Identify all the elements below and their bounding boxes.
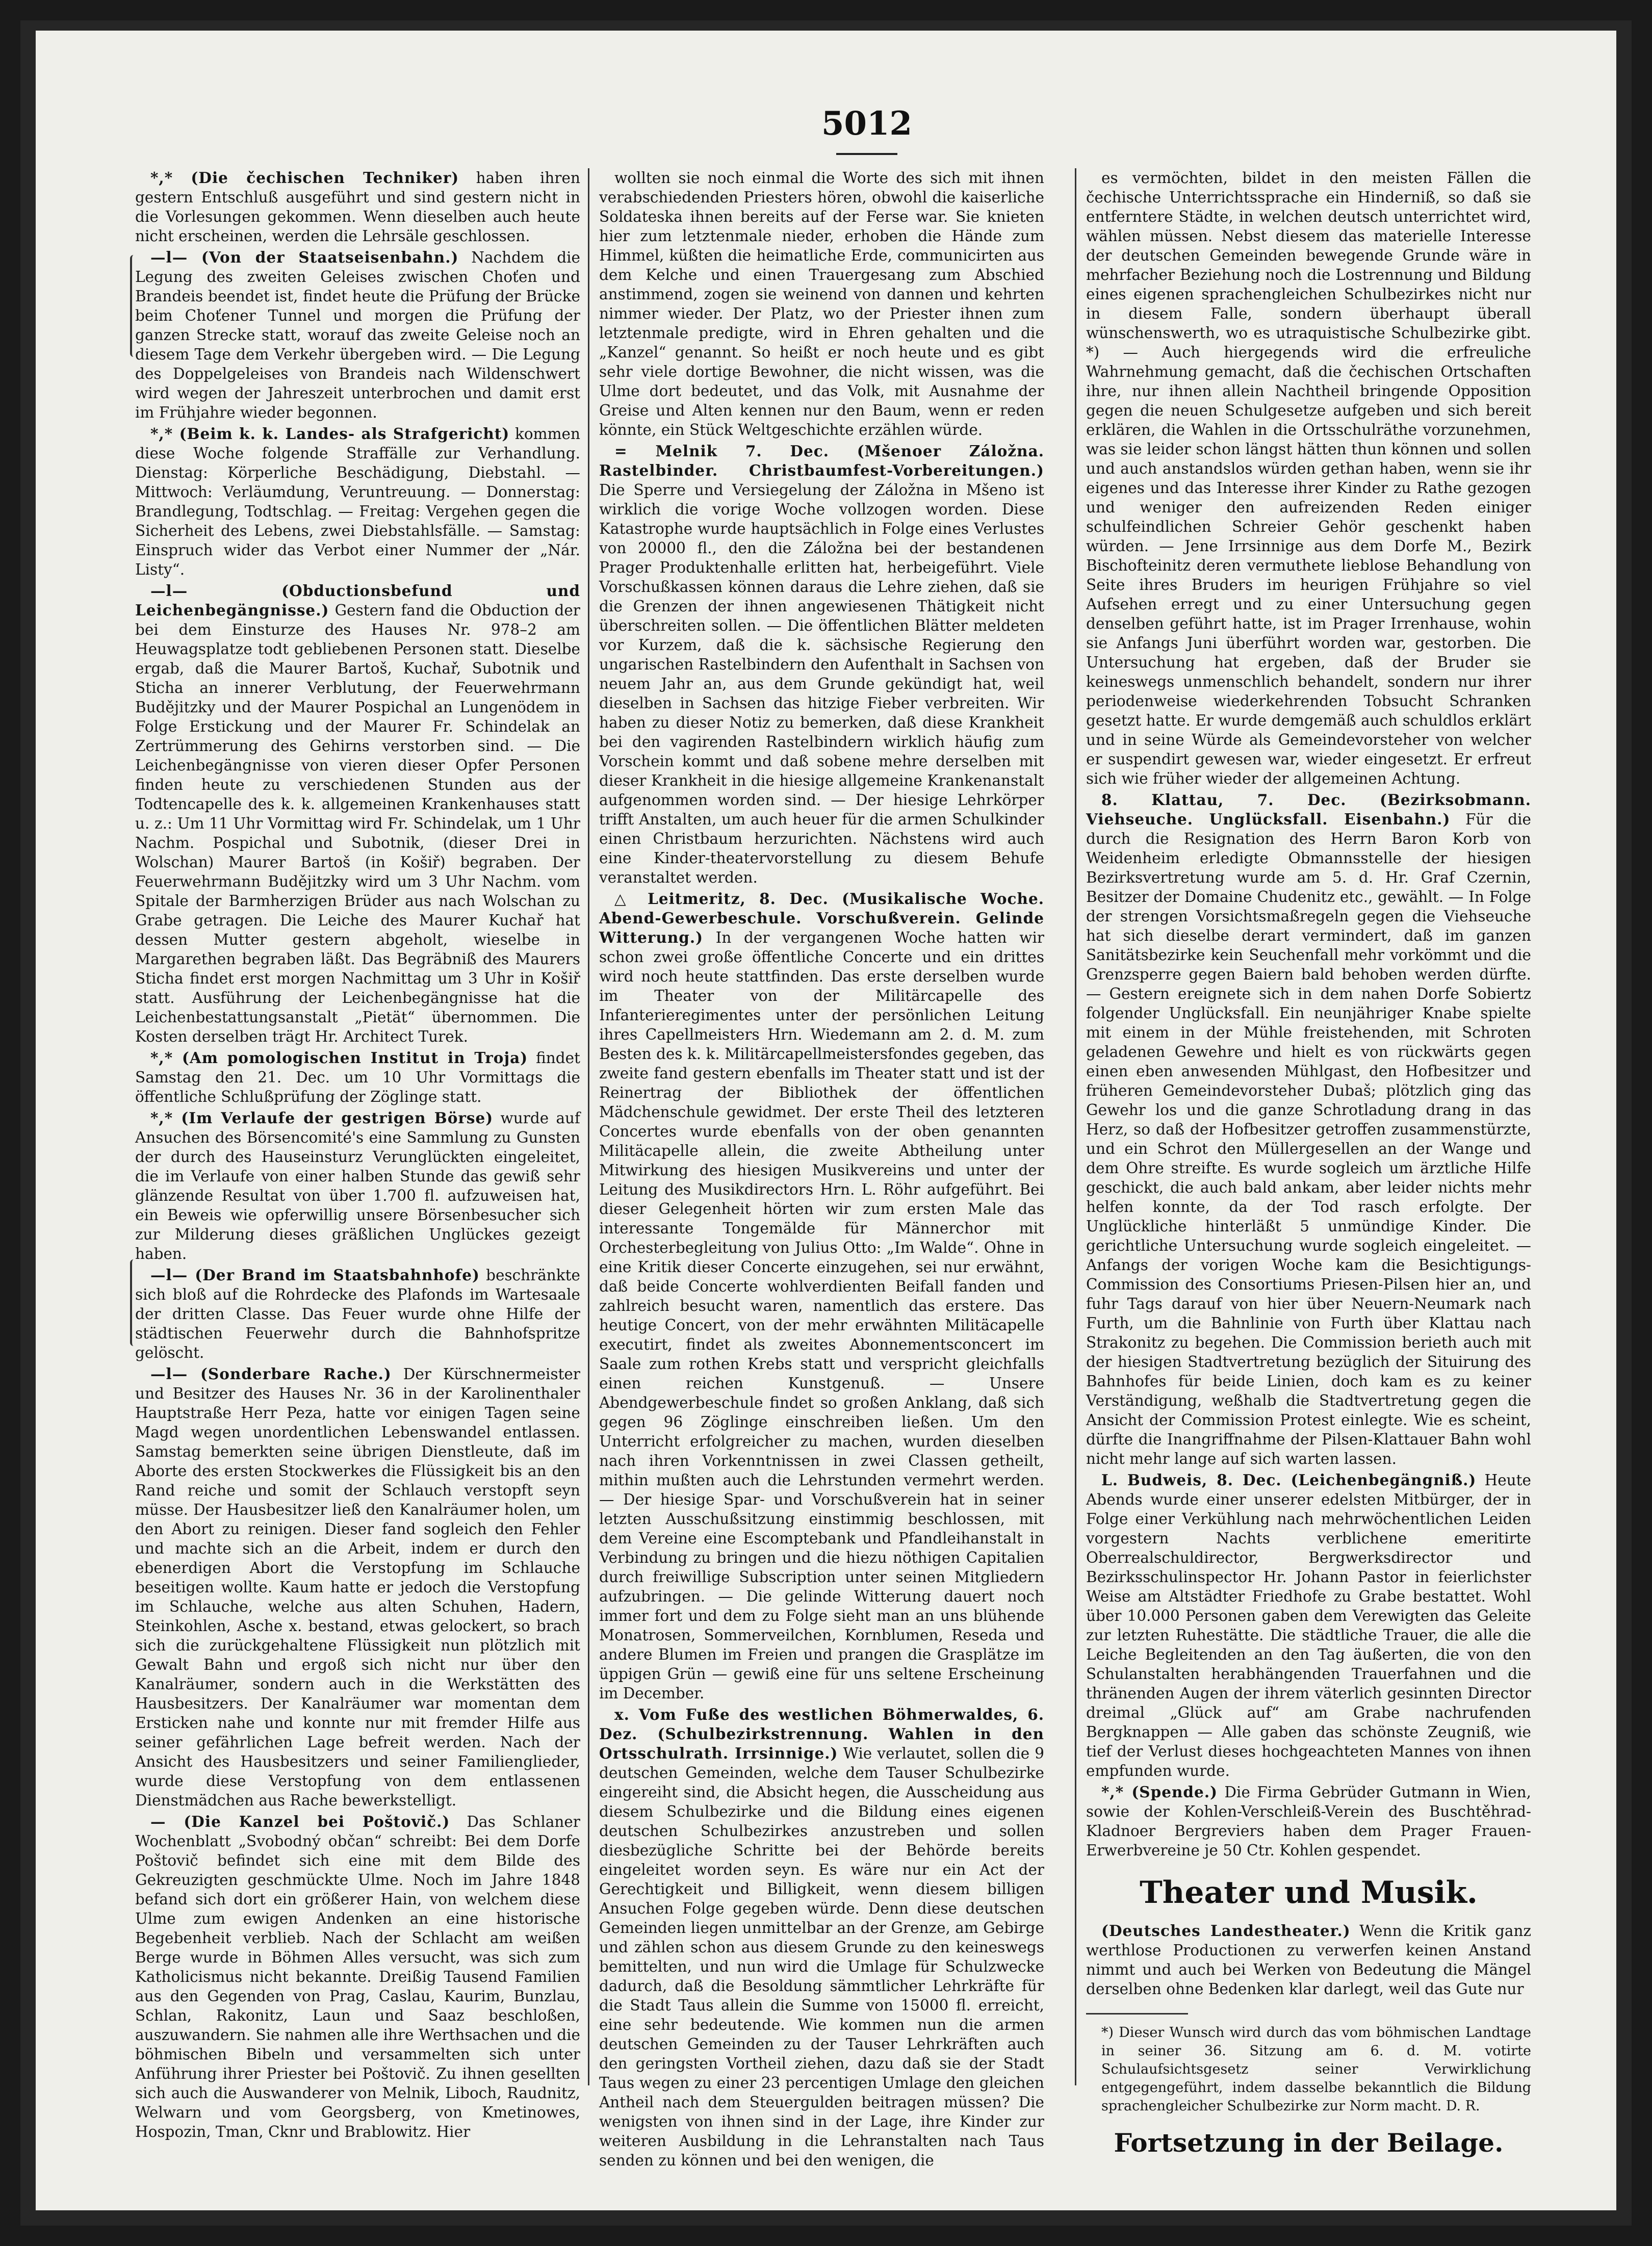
article [599, 442, 1044, 887]
article [599, 168, 1044, 440]
article-body: Der Kürschnermeister und Besitzer des Hauses Nr. 36 in der Karolinenthaler Hauptstraße Herr Peza, hatte vor einigen Tagen seine Magd wegen unordentlichen Lebenswandel entlassen. Samstag bemerkten seine übrigen Dienstleute, daß im Aborte des ersten Stockwerkes die Flüssigkeit bis an den Rand reiche und somit der Schlauch verstopft seyn müsse. Der Hausbesitzer ließ den Kanalräumer holen, um den Abort zu reinigen. Dieser fand sogleich den Fehler und machte sich an die Arbeit, indem er durch den ebenerdigen Abort die Verstopfung im Schlauche beseitigen wollte. Kaum hatte er jedoch die Verstopfung im Schlauche, welche aus alten Schuhen, Hadern, Steinkohlen, Asche x. bestand, etwas gelockert, so brach sich die zurückgehaltene Flüssigkeit nun plötzlich mit Gewalt Bahn und ergoß sich nicht nur über den Kanalräumer, sondern auch in die Werkstätten des Hausbesitzers. Der Kanalräumer war momentan dem Ersticken nahe und konnte nur mit fremder Hilfe aus seiner gefährlichen Lage befreit werden. Nach der Ansicht des Hausbesitzers und seiner Familienglieder, wurde diese Verstopfung von dem entlassenen Dienstmädchen aus Rache bewerkstelligt. [135, 1365, 580, 1809]
article [1086, 1470, 1531, 1780]
article [135, 1266, 580, 1362]
article-body: In der vergangenen Woche hatten wir schon zwei große öffentliche Concerte und ein drittes wird noch heute stattfinden. Das erste derselben wurde im Theater von der Militärcapelle des Infanterieregimentes unter der persönlichen Leitung ihres Capellmeisters Hrn. Wiedemann am 2. d. M. zum Besten des k. k. Militärcapellmeistersfondes gegeben, das zweite fand gestern ebenfalls im Theater statt und ist der Reinertrag der Bibliothek der öffentlichen Mädchenschule gewidmet. Der erste Theil des letzteren Concertes wurde ebenfalls von der oben genannten Militäcapelle allein, die zweite Abtheilung unter Mitwirkung des hiesigen Musikvereins und unter der Leitung des Musikdirectors Hrn. L. Röhr aufgeführt. Bei dieser Gelegenheit hörten wir zum ersten Male das interessante Tongemälde für Männerchor mit Orchesterbegleitung von Julius Otto: „Im Walde“. Ohne in eine Kritik dieser Concerte einzugehen, sei nur erwähnt, daß beide Concerte wohlverdienten Beifall fanden und zahlreich besucht waren, namentlich das erstere. Das heutige Concert, von der mehr erwähnten Militäcapelle executirt, findet als zweites Abonnementsconcert im Saale zum rothen Krebs statt und verspricht gleichfalls einen reichen Kunstgenuß. — Unsere Abendgewerbeschule findet so großen Anklang, daß sich gegen 96 Zöglinge einschreiben ließen. Um den Unterricht erfolgreicher zu machen, wurden dieselben nach ihren Vorkenntnissen in zwei Classen getheilt, mithin mußten auch die Lehrstunden vermehrt werden. — Der hiesige Spar- und Vorschußverein hat in seiner letzten Ausschußsitzung einstimmig beschlossen, mit dem Vereine eine Escomptebank und Pfandleihanstalt in Verbindung zu bringen und die hiezu nöthigen Capitalien durch freiwillige Subscription unter seinen Mitgliedern aufzubringen. — Die gelinde Witterung dauert noch immer fort und dem zu Folge sieht man an uns blühende Monatrosen, Sommerveilchen, Kornblumen, Reseda und andere Blumen im Freien und prangen die Grasplätze im üppigen Grün — gewiß eine für uns seltene Erscheinung im December. [599, 929, 1044, 1702]
column-right [1086, 168, 1531, 2158]
column-left [135, 168, 580, 2140]
page-number: 5012 [821, 105, 913, 143]
article [135, 1364, 580, 1810]
article-heading: x. Vom Fuße des westlichen Böhmerwaldes, 6. Dez. (Schulbezirkstrennung. Wahlen in den Ortsschulrath. Irrsinnige.) [599, 1706, 1044, 1762]
article-heading: *,* (Spende.) [1101, 1783, 1218, 1801]
article-heading: —l— (Sonderbare Rache.) [150, 1365, 392, 1383]
article-body: Für die durch die Resignation des Herrn Baron Korb von Weidenheim erledigte Obmannsstelle der hiesigen Bezirksvertretung wurde am 5. d. Hr. Graf Czernin, Besitzer der Domaine Chudenitz etc., gewählt. — In Folge der strengen Vorsichtsmaßregeln gegen die Viehseuche hat sich dieselbe derart vermindert, daß im ganzen Sanitätsbezirke kein Seuchenfall mehr vorkömmt und die Grenzsperre gegen Baiern bald behoben werden dürfte. — Gestern ereignete sich in dem nahen Dorfe Sobiertz folgender Unglücksfall. Ein neunjähriger Knabe spielte mit einem in der Mühle freistehenden, mit Schroten geladenen Gewehre und hielt es von rückwärts gegen einen eben anwesenden Mühlgast, den Hofbesitzer und früheren Gemeindevorsteher Dubaš; plötzlich ging das Gewehr los und die ganze Schrotladung drang in das Herz, so daß der Hofbesitzer getroffen zusammenstürzte, und ein Schrot den Müllergesellen an der Wange und dem Ohre streifte. Es wurde sogleich um ärztliche Hilfe geschickt, die auch bald ankam, aber leider nichts mehr helfen konnte, da der Tod rasch erfolgte. Der Unglückliche hinterläßt 5 unmündige Kinder. Die gerichtliche Untersuchung wurde sogleich eingeleitet. — Anfangs der vorigen Woche kam die Besichtigungs-Commission des Consortiums Priesen-Pilsen hier an, und fuhr Tags darauf von hier über Neuern-Neumark nach Furth, um die Bahnlinie von Furth über Klattau nach Strakonitz zu begehen. Die Commission berieth auch mit der hiesigen Stadtvertretung bezüglich der Situirung des Bahnhofes für beide Linien, doch kam es zu keiner Verständigung, weßhalb die Stadtvertretung gegen die Ansicht der Commission Protest einlegte. Wie es scheint, dürfte die Inangriffnahme der Pilsen-Klattauer Bahn wohl nicht mehr lange auf sich warten lassen. [1086, 811, 1531, 1467]
article-heading: L. Budweis, 8. Dec. (Leichenbegängniß.) [1101, 1471, 1477, 1489]
article-body: Nachdem die Legung des zweiten Geleises zwischen Choťen und Brandeis beendet ist, findet heute die Prüfung der Brücke beim Choťener Tunnel und morgen die Prüfung der ganzen Strecke statt, worauf das zweite Geleise noch an diesem Tage dem Verkehr übergeben wird. — Die Legung des Doppelgeleises von Brandeis nach Wildenschwert wird wegen der Jahreszeit unterbrochen und damit erst im Frühjahre wieder begonnen. [135, 249, 580, 421]
article-heading: —l— (Obductionsbefund und Leichenbegängnisse.) [135, 582, 580, 619]
column-middle [599, 168, 1045, 2169]
article-body: beschränkte sich bloß auf die Rohrdecke des Plafonds im Wartesaale der dritten Classe. Das Feuer wurde ohne Hilfe der städtischen Feuerwehr durch die Bahnhofspritze gelöscht. [135, 1267, 580, 1361]
article-heading: —l— (Der Brand im Staatsbahnhofe) [150, 1266, 480, 1284]
footnote-divider [1086, 2013, 1188, 2015]
article [1086, 790, 1531, 1468]
column-divider-left [588, 168, 589, 2085]
article-columns [135, 168, 1540, 2169]
article-heading: = Melnik 7. Dec. (Mšenoer Záložna. Rastelbinder. Christbaumfest-Vorbereitungen.) [599, 442, 1044, 479]
article-body: kommen diese Woche folgende Straffälle zur Verhandlung. Dienstag: Körperliche Beschädigung, Diebstahl. — Mittwoch: Verläumdung, Veruntreuung. — Donnerstag: Brandlegung, Todtschlag. — Freitag: Vergehen gegen die Sicherheit des Lebens, zwei Diebstahlsfälle. — Samstag: Einspruch wider das Verbot einer Nummer der „Nár. Listy“. [135, 425, 580, 578]
continuation-notice: Fortsetzung in der Beilage. [1114, 2128, 1504, 2158]
margin-mark [130, 255, 137, 357]
newspaper-page [20, 20, 1632, 2226]
article-heading: *,* (Im Verlaufe der gestrigen Börse) [150, 1109, 494, 1127]
article [1086, 168, 1531, 788]
article [135, 248, 580, 422]
article-body: Das Schlaner Wochenblatt „Svobodný občan“ schreibt: Bei dem Dorfe Poštovič befindet sich eine mit dem Bilde des Gekreuzigten geschmückte Ulme. Noch im Jahre 1848 befand sich dort ein größerer Hain, von welchem diese Ulme zum ewigen Andenken an eine historische Begebenheit verblieb. Nach der Schlacht am weißen Berge wurde in Böhmen Alles versucht, was sich zum Katholicismus nicht bekannte. Dreißig Tausend Familien aus den Gegenden von Prag, Caslau, Kaurim, Bunzlau, Schlan, Rakonitz, Laun und Saaz beschloßen, auszuwandern. Sie nahmen alle ihre Werthsachen und die böhmischen Bibeln und versammelten sich unter Anführung ihrer Priester bei Poštovič. Zu ihnen gesellten sich auch die Auswanderer von Melnik, Liboch, Raudnitz, Welwarn und vom Georgsberg, von Kmetinowes, Hospozin, Tman, Cknr und Brablowitz. Hier [135, 1813, 580, 2140]
article-body: findet Samstag den 21. Dec. um 10 Uhr Vormittags die öffentliche Schlußprüfung der Zöglinge statt. [135, 1049, 580, 1105]
article-heading: *,* (Am pomologischen Institut in Troja) [150, 1049, 528, 1067]
article [135, 1048, 580, 1106]
section-heading-theatre: Theater und Musik. [1140, 1875, 1478, 1911]
footnote: *) Dieser Wunsch wird durch das vom böhmischen Landtage in seiner 36. Sitzung am 6. d. M. votirte Schulaufsichtsgesetz seiner Verwirklichung entgegengeführt, indem dasselbe bekanntlich die Bildung sprachengleicher Schulbezirke zur Norm macht. D. R. [1101, 2025, 1531, 2114]
article-body: Die Sperre und Versiegelung der Záložna in Mšeno ist wirklich die vorige Woche vollzogen worden. Diese Katastrophe wurde hauptsächlich in Folge eines Verlustes von 20000 fl., den die Záložna bei der bestandenen Prager Produktenhalle erlitten hat, herbeigeführt. Viele Vorschußkassen können daraus die Lehre ziehen, daß sie die Grenzen der ihnen angewiesenen Thätigkeit nicht überschreiten sollen. — Die öffentlichen Blätter meldeten vor Kurzem, daß die k. sächsische Regierung den ungarischen Rastelbindern den Aufenthalt in Sachsen von neuem Jahr an, aus dem Grunde gekündigt hat, weil dieselben in Sachsen das hitzige Fieber verbreiten. Wir haben zu dieser Notiz zu bemerken, daß diese Krankheit bei den vagirenden Rastelbindern wirklich häufig zum Vorschein kommt und daß sobene mehre derselben mit dieser Krankheit in die hiesige allgemeine Krankenanstalt aufgenommen worden sind. — Der hiesige Lehrkörper trifft Anstalten, um auch heuer für die armen Schulkinder einen Christbaum herzurichten. Nächstens wird auch eine Kinder-theatervorstellung zu diesem Behufe veranstaltet werden. [599, 481, 1044, 886]
article [135, 168, 580, 246]
article-body: Heute Abends wurde einer unserer edelsten Mitbürger, der in Folge einer Verkühlung nach mehrwöchentlichen Leiden vorgestern Nachts verblichene emeritirte Oberrealschuldirector, Bergwerksdirector und Bezirksschulinspector Hr. Johann Pastor in feierlichster Weise am Altstädter Friedhofe zu Grabe bestattet. Wohl über 10.000 Personen gaben dem Verewigten das Geleite zur letzten Ruhestätte. Die städtliche Trauer, die alle die Leiche Begleitenden an den Tag äußerten, die von den Schulanstalten herabhängenden Trauerfahnen und die thränenden Augen der ihrem väterlich gesinnten Director dreimal „Glück auf“ am Grabe nachrufenden Bergknappen — Alle gaben das schönste Zeugniß, wie tief der Verlust dieses hochgeachteten Mannes von ihnen empfunden wurde. [1086, 1471, 1531, 1779]
article-body: Die Firma Gebrüder Gutmann in Wien, sowie der Kohlen-Verschleiß-Verein des Buschtěhrad-Kladnoer Bergreviers haben dem Prager Frauen-Erwerbvereine je 50 Ctr. Kohlen gespendet. [1086, 1784, 1531, 1859]
article-body: Wenn die Kritik ganz werthlose Productionen zu verwerfen keinen Anstand nimmt und auch bei Werken von Bedeutung die Mängel derselben ohne Bedenken klar darlegt, weil das Gute nur [1086, 1922, 1531, 1998]
article [599, 1705, 1044, 2170]
article-heading: △ Leitmeritz, 8. Dec. (Musikalische Woche. Abend-Gewerbeschule. Vorschußverein. Gelinde Witterung.) [599, 890, 1044, 946]
article-heading: — (Die Kanzel bei Poštovič.) [150, 1813, 450, 1830]
article-heading: *,* (Beim k. k. Landes- als Strafgericht) [150, 425, 510, 443]
page-number-underline [836, 153, 897, 155]
article [1086, 1783, 1531, 1860]
article-heading: 8. Klattau, 7. Dec. (Bezirksobmann. Viehseuche. Unglücksfall. Eisenbahn.) [1086, 791, 1531, 828]
article-heading: —l— (Von der Staatseisenbahn.) [150, 248, 459, 266]
article-body: Wie verlautet, sollen die 9 deutschen Gemeinden, welche dem Tauser Schulbezirke eingereiht sind, die Absicht hegen, die Ausscheidung aus diesem Schulbezirke und die Bildung eines eigenen deutschen Schulbezirkes anzustreben und sollen diesbezügliche Schritte bei der Behörde bereits eingeleitet worden seyn. Es wäre nur ein Act der Gerechtigkeit und Billigkeit, wenn diesem billigen Ansuchen Folge gegeben würde. Denn diese deutschen Gemeinden liegen unmittelbar an der Grenze, am Gebirge und zählen schon aus diesem Grunde zu den keineswegs bemittelten, und nun wird die Umlage für Schulzwecke dadurch, daß die Besoldung sämmtlicher Lehrkräfte für die Stadt Taus allein die Summe von 15000 fl. erreicht, eine sehr bedeutende. Wie kommen nun die armen deutschen Gemeinden zu der Tauser Lehrkräften auch den geringsten Vortheil ziehen, dazu daß sie der Stadt Taus wegen zu einer 23 percentigen Umlage den gleichen Antheil nach dem Steuergulden beitragen müssen? Die wenigsten von ihnen sind in der Lage, ihre Kinder zur weiteren Ausbildung in die Lehranstalten nach Taus senden zu können und bei den wenigen, die [599, 1745, 1045, 2169]
column-divider-right [1075, 168, 1076, 2085]
column-right-items [1086, 168, 1531, 1860]
article-heading: *,* (Die čechischen Techniker) [150, 169, 459, 187]
article [135, 1812, 580, 2141]
article-body: es vermöchten, bildet in den meisten Fällen die čechische Unterrichtssprache ein Hinderniß, so daß sie entferntere Städte, in welchen deutsch unterrichtet wird, wählen müssen. Nebst diesem das materielle Interesse der deutschen Gemeinden bewegende Grunde wäre in mehrfacher Beziehung noch die Lostrennung und Bildung eines eigenen sprachengleichen Schulbezirkes nicht nur in diesem Falle, sondern überhaupt überall wünschenswerth, wo es utraquistische Schulbezirke gibt. *) — Auch hiergegends wird die erfreuliche Wahrnehmung gemacht, daß die čechischen Ortschaften ihre, nur ihnen allein Nachtheil bringende Opposition gegen die neuen Schulgesetze aufgeben und sich bereit erklären, die Wahlen in die Ortsschulräthe vorzunehmen, was sie leider schon längst hätten thun können und sollen und auch anstandslos würden gethan haben, wenn sie ihr eigenes und das Interesse ihrer Kinder zu Rathe gezogen und weniger den aufreizenden Reden einiger schulfeindlichen Schreier Gehör geschenkt haben würden. — Jene Irrsinnige aus dem Dorfe M., Bezirk Bischofteinitz deren vermuthete lieblose Behandlung von Seite ihres Bruders im heurigen Frühjahre so viel Aufsehen erregt und zu einer Untersuchung gegen denselben geführt hatte, ist im Prager Irrenhause, wohin sie Anfangs Juni überführt worden war, gestorben. Die Untersuchung hat ergeben, daß der Bruder sie keineswegs unmenschlich behandelt, sondern nur ihrer periodenweise wiederkehrenden Tobsucht Schranken gesetzt hatte. Er wurde demgemäß auch schuldlos erklärt und in seine Würde als Gemeindevorsteher von welcher er suspendirt gewesen war, wieder eingesetzt. Er erfreut sich wie früher wieder der allgemeinen Achtung. [1086, 169, 1531, 787]
article-body: wurde auf Ansuchen des Börsencomité's eine Sammlung zu Gunsten der durch des Hauseinsturz Verunglückten eingeleitet, die im Verlaufe von einer halben Stunde das gewiß sehr glänzende Resultat von über 1.700 fl. aufzuweisen hat, ein Beweis wie opferwillig unsere Börsenbesucher sich zur Milderung dieses gräßlichen Unglückes gezeigt haben. [135, 1109, 580, 1262]
margin-mark [130, 1259, 137, 1346]
article-body: haben ihren gestern Entschluß ausgeführt und sind gestern nicht in die Vorlesungen gekommen. Wenn dieselben auch heute nicht erscheinen, werden die Lehrsäle geschlossen. [135, 169, 580, 245]
article-body: Gestern fand die Obduction der bei dem Einsturze des Hauses Nr. 978–2 am Heuwagsplatze todt gebliebenen Personen statt. Dieselbe ergab, daß die Maurer Bartoš, Kuchař, Subotnik und Sticha an innerer Verblutung, der Feuerwehrmann Budějitzky und der Maurer Pospichal an Lungenödem in Folge Erstickung und der Maurer Fr. Schindelak an Zertrümmerung des Gehirns verstorben sind. — Die Leichenbegängnisse von vieren dieser Opfer Personen finden heute zu verschiedenen Stunden aus der Todtencapelle des k. k. allgemeinen Krankenhauses statt u. z.: Um 11 Uhr Vormittag wird Fr. Schindelak, um 1 Uhr Nachm. Pospichal und Subotnik, (dieser Drei in Wolschan) Maurer Bartoš (in Košiř) begraben. Der Feuerwehrmann Budějitzky wird um 3 Uhr Nachm. vom Spitale der Barmherzigen Brüder aus nach Wolschan zu Grabe getragen. Die Leiche des Maurer Kuchař hat dessen Mutter gestern abgeholt, wieselbe in Margarethen begraben läßt. Das Begräbniß des Maurers Sticha findet erst morgen Nachmittag um 3 Uhr in Košiř statt. Ausführung der Leichenbegängnisse hat die Leichenbestattungsanstalt „Pietät“ übernommen. Die Kosten derselben trägt Hr. Architect Turek. [135, 602, 580, 1045]
article [135, 1108, 580, 1263]
article [135, 581, 580, 1046]
article [599, 889, 1044, 1703]
article [135, 424, 580, 579]
theatre-article [1086, 1921, 1531, 1999]
article-heading: (Deutsches Landestheater.) [1101, 1922, 1351, 1940]
article-body: wollten sie noch einmal die Worte des sich mit ihnen verabschiedenden Priesters hören, obwohl die kaiserliche Soldateska ihnen bereits auf der Ferse war. Sie knieten hier zum letztenmale nieder, erhoben die Hände zum Himmel, küßten die heimatliche Erde, communicirten aus dem Kelche und einen Trauergesang zum Abschied anstimmend, zogen sie weinend von dannen und kehrten nimmer wieder. Der Platz, wo der Priester ihnen zum letztenmale predigte, wird in Ehren gehalten und die „Kanzel“ genannt. So heißt er noch heute und es gibt sehr viele dortige Bewohner, die nicht wissen, was die Ulme dort bedeutet, und das Volk, mit Ausnahme der Greise und Alten kennen nur den Baum, wenn er reden könnte, ein Stück Weltgeschichte erzählen würde. [599, 169, 1044, 438]
